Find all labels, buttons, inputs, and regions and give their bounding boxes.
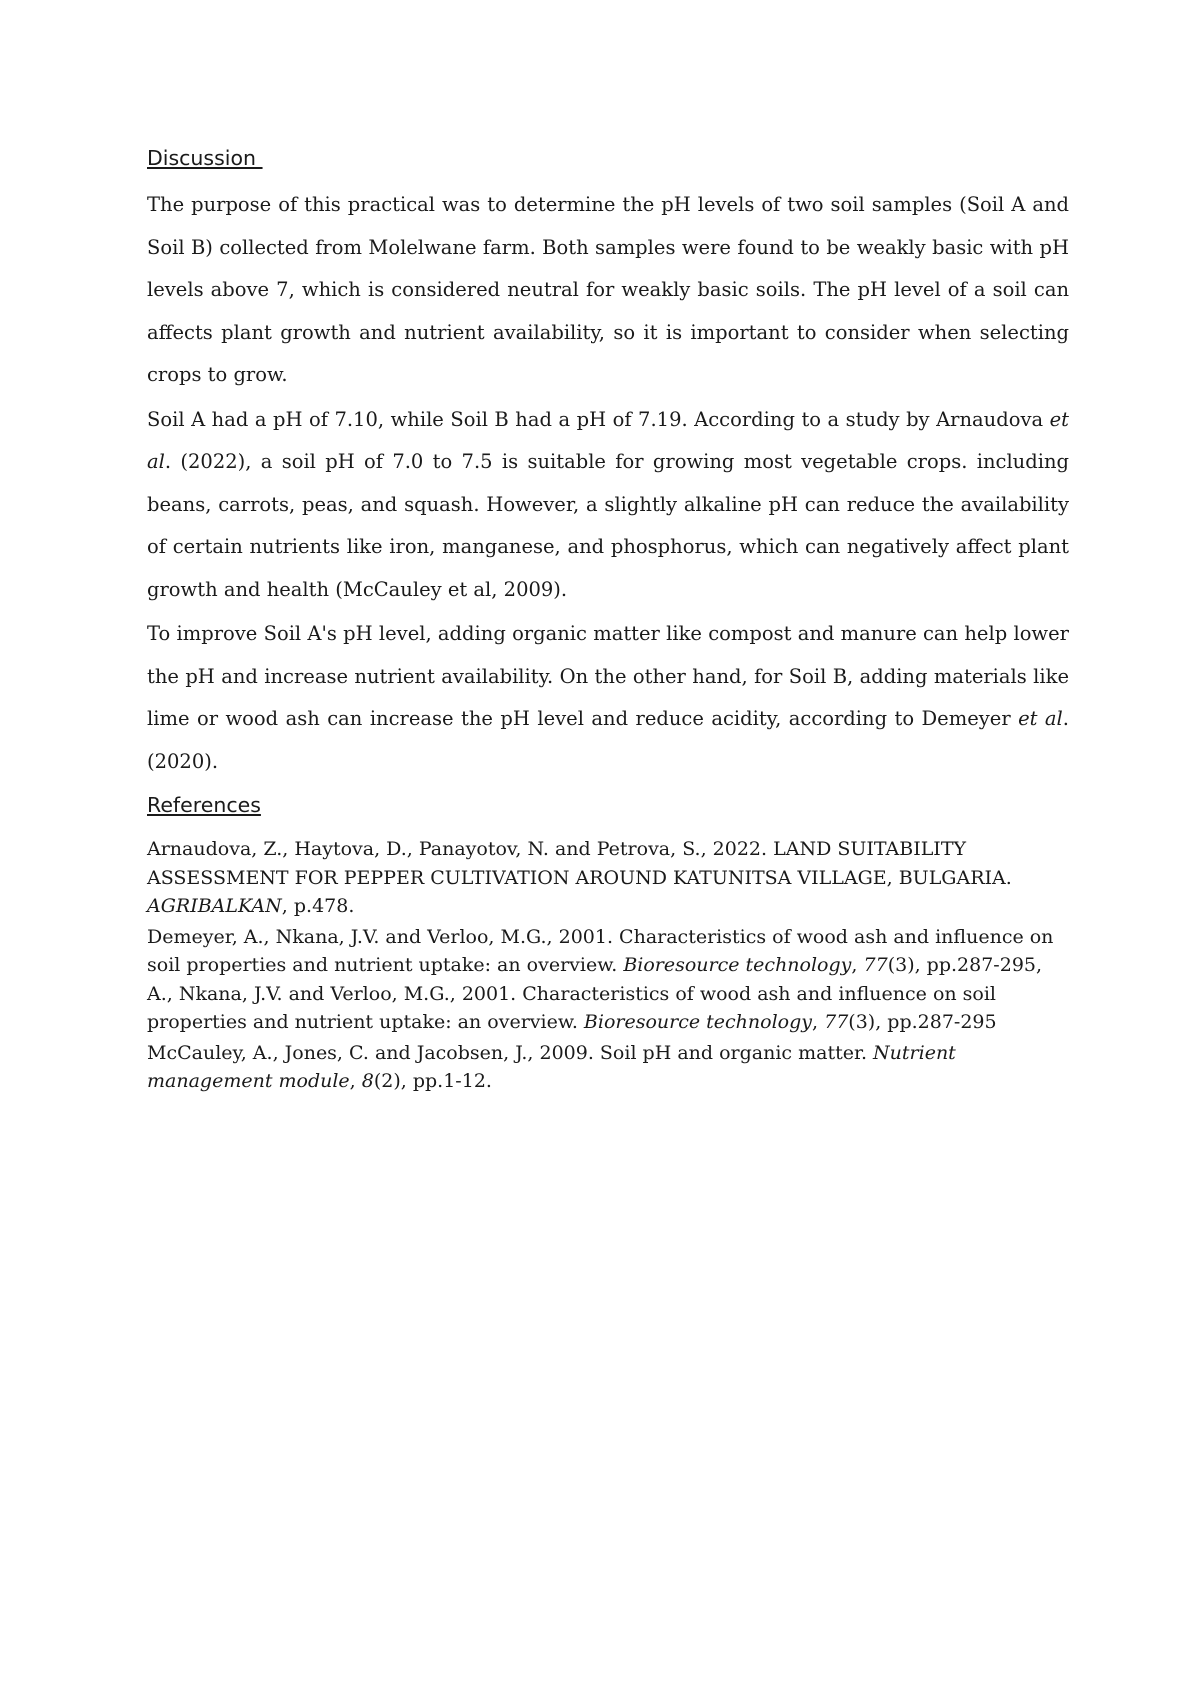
paragraph-3-text-b: . (2020). bbox=[147, 707, 1069, 773]
reference-1-tail: , p.478. bbox=[281, 895, 355, 917]
reference-2-volume-repeat: 77 bbox=[824, 1011, 849, 1033]
discussion-paragraph-2 bbox=[147, 399, 1069, 612]
reference-1-journal: AGRIBALKAN bbox=[147, 895, 282, 917]
reference-mccauley bbox=[147, 1039, 1069, 1096]
reference-demeyer bbox=[147, 923, 1069, 1037]
reference-2-volume: 77 bbox=[863, 954, 888, 976]
reference-3-journal: Nutrient management module bbox=[147, 1041, 956, 1092]
reference-3-text: McCauley, A., Jones, C. and Jacobsen, J., 2009. Soil pH and organic matter. bbox=[147, 1041, 874, 1064]
reference-2-tail: (3), pp.287-295, A., Nkana, J.V. and Verloo, M.G., 2001. Characteristics of wood ash and influence on soil properties and nutrient uptake: an overview. bbox=[147, 954, 1043, 1033]
reference-2-tail-repeat: (3), pp.287-295 bbox=[848, 1011, 997, 1033]
reference-3-separator: , bbox=[349, 1070, 362, 1092]
paragraph-3-text-a: To improve Soil A's pH level, adding organic matter like compost and manure can help lower the pH and increase nutrient availability. On the other hand, for Soil B, adding materials like lime or wood ash can increase the pH level and reduce acidity, according to Demeyer bbox=[147, 622, 1069, 730]
paragraph-2-et-al: et al bbox=[147, 407, 1069, 473]
discussion-paragraph-3 bbox=[147, 613, 1069, 783]
reference-2-separator: , bbox=[851, 954, 864, 976]
reference-2-text: Demeyer, A., Nkana, J.V. and Verloo, M.G., 2001. Characteristics of wood ash and influence on soil properties and nutrient uptake: an overview. bbox=[147, 925, 1054, 976]
reference-2-journal-repeat: Bioresource technology bbox=[583, 1011, 813, 1033]
discussion-heading: Discussion bbox=[147, 146, 263, 170]
reference-2-separator-repeat: , bbox=[812, 1011, 825, 1033]
references-heading: References bbox=[147, 793, 261, 817]
paragraph-2-text-b: . (2022), a soil pH of 7.0 to 7.5 is suitable for growing most vegetable crops. including beans, carrots, peas, and squash. However, a slightly alkaline pH can reduce the availability of certain nutrients like iron, manganese, and phosphorus, which can negatively affect plant growth and health (McCauley et al, 2009). bbox=[147, 450, 1069, 601]
reference-3-volume: 8 bbox=[361, 1070, 374, 1092]
reference-1-text: Arnaudova, Z., Haytova, D., Panayotov, N. and Petrova, S., 2022. LAND SUITABILITY ASSESSMENT FOR PEPPER CULTIVATION AROUND KATUNITSA VILLAGE, BULGARIA. bbox=[147, 838, 1012, 889]
discussion-paragraph-1: The purpose of this practical was to determine the pH levels of two soil samples (Soil A and Soil B) collected from Molelwane farm. Both samples were found to be weakly basic with pH levels above 7, which is considered neutral for weakly basic soils. The pH level of a soil can affects plant growth and nutrient availability, so it is important to consider when selecting crops to grow. bbox=[147, 193, 1069, 386]
reference-2-journal: Bioresource technology bbox=[623, 954, 852, 976]
paragraph-2-text-a: Soil A had a pH of 7.10, while Soil B had a pH of 7.19. According to a study by Arnaudova bbox=[147, 407, 1050, 431]
reference-arnaudova bbox=[147, 835, 1069, 921]
document-content bbox=[147, 140, 1069, 1098]
paragraph-3-et-al: et al bbox=[1018, 707, 1063, 730]
reference-3-tail: (2), pp.1-12. bbox=[373, 1070, 492, 1092]
